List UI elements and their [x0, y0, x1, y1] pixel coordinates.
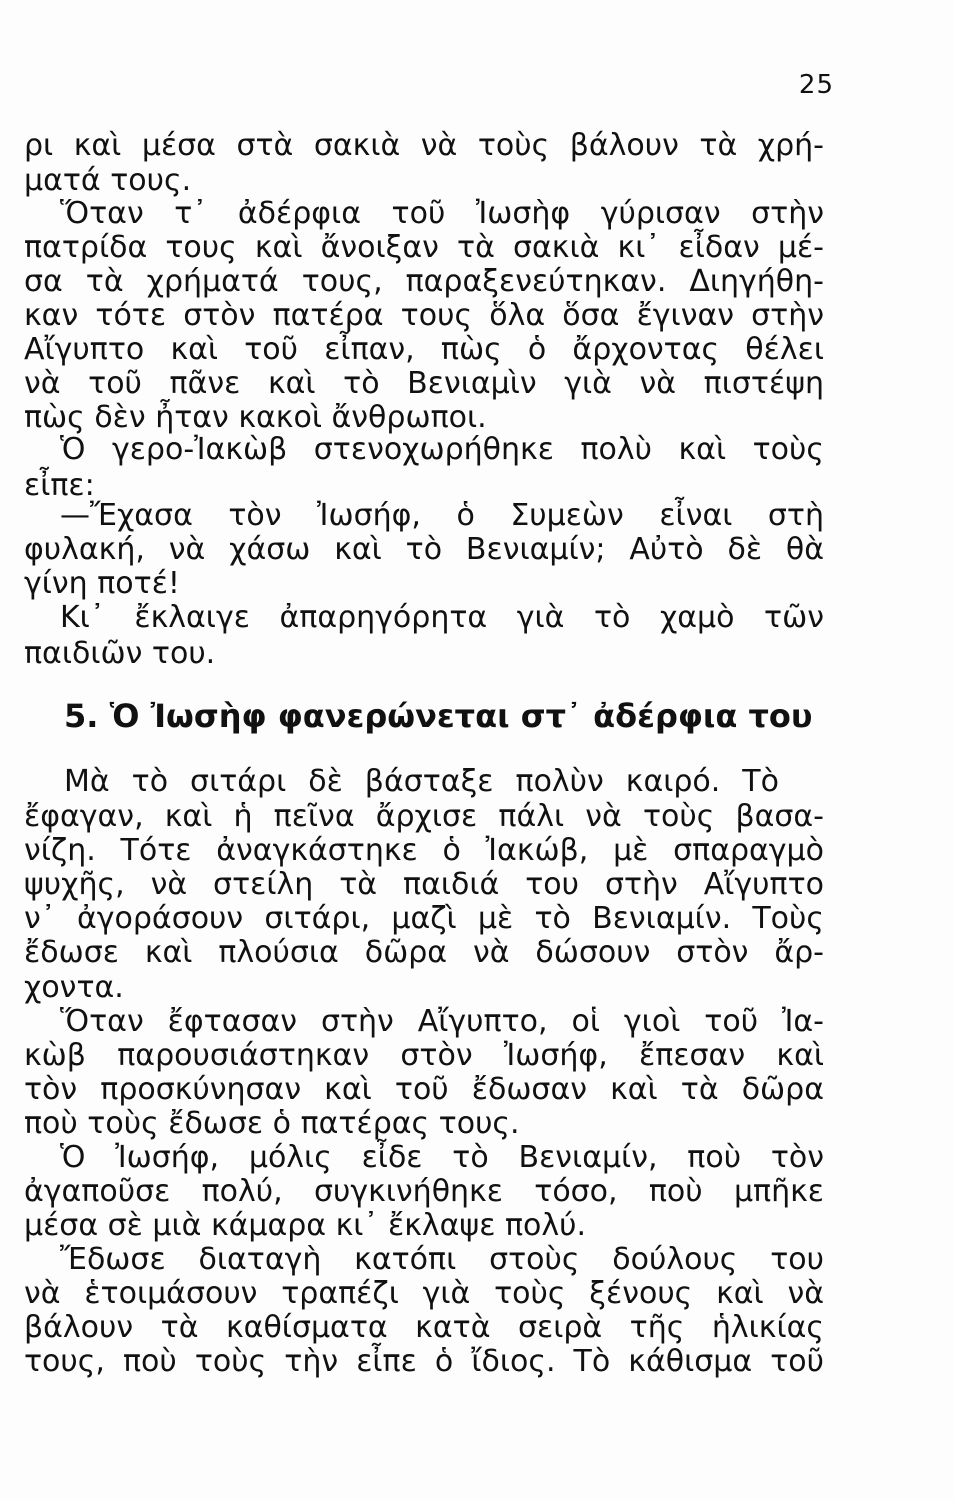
text-line: ἔδωσε καὶ πλούσια δῶρα νὰ δώσουν στὸν ἄρ- — [24, 935, 824, 970]
text-line: γίνη ποτέ! — [24, 566, 180, 601]
text-line: ἀγαποῦσε πολύ, συγκινήθηκε τόσο, ποὺ μπῆκε — [24, 1174, 824, 1209]
text-line: ἔφαγαν, καὶ ἡ πεῖνα ἄρχισε πάλι νὰ τοὺς βασα- — [24, 799, 824, 834]
text-line: Ὁ γερο-Ἰακὼβ στενοχωρήθηκε πολὺ καὶ τοὺς — [60, 432, 824, 467]
text-line: ψυχῆς, νὰ στείλη τὰ παιδιά του στὴν Αἴγυπτο — [24, 867, 824, 902]
text-line: νίζη. Τότε ἀναγκάστηκε ὁ Ἰακώβ, μὲ σπαραγμὸ — [24, 833, 824, 868]
text-line: Ὅταν τ᾿ ἀδέρφια τοῦ Ἰωσὴφ γύρισαν στὴν — [60, 196, 824, 231]
text-line: παιδιῶν του. — [24, 636, 216, 671]
text-line: —Ἔχασα τὸν Ἰωσήφ, ὁ Συμεὼν εἶναι στὴ — [60, 498, 824, 533]
text-line: Μὰ τὸ σιτάρι δὲ βάσταξε πολὺν καιρό. Τὸ — [64, 764, 779, 799]
text-line: Αἴγυπτο καὶ τοῦ εἶπαν, πὼς ὁ ἄρχοντας θέλει — [24, 332, 824, 367]
text-line: βάλουν τὰ καθίσματα κατὰ σειρὰ τῆς ἡλικίας — [24, 1310, 824, 1345]
text-line: ρι καὶ μέσα στὰ σακιὰ νὰ τοὺς βάλουν τὰ χρή- — [24, 128, 824, 163]
text-line: ματά τους. — [24, 163, 192, 198]
text-line: εἶπε: — [24, 468, 95, 503]
text-line: ποὺ τοὺς ἔδωσε ὁ πατέρας τους. — [24, 1106, 520, 1141]
text-line: πατρίδα τους καὶ ἄνοιξαν τὰ σακιὰ κι᾿ εἶδαν μέ- — [24, 230, 824, 265]
text-line: ν᾿ ἀγοράσουν σιτάρι, μαζὶ μὲ τὸ Βενιαμίν. Τοὺς — [24, 901, 824, 936]
text-line: σα τὰ χρήματά τους, παραξενεύτηκαν. Διηγήθη- — [24, 264, 824, 299]
text-line: Ἔδωσε διαταγὴ κατόπι στοὺς δούλους του — [60, 1242, 824, 1277]
text-line: μέσα σὲ μιὰ κάμαρα κι᾿ ἔκλαψε πολύ. — [24, 1208, 587, 1243]
page-number: 25 — [798, 70, 834, 100]
text-line: Ὁ Ἰωσήφ, μόλις εἶδε τὸ Βενιαμίν, ποὺ τὸν — [60, 1140, 824, 1175]
text-line: νὰ ἑτοιμάσουν τραπέζι γιὰ τοὺς ξένους καὶ νὰ — [24, 1276, 824, 1311]
text-line: Κι᾿ ἔκλαιγε ἀπαρηγόρητα γιὰ τὸ χαμὸ τῶν — [60, 600, 824, 635]
text-line: πὼς δὲν ἦταν κακοὶ ἄνθρωποι. — [24, 400, 487, 435]
text-line: κὼβ παρουσιάστηκαν στὸν Ἰωσήφ, ἔπεσαν καὶ — [24, 1038, 824, 1073]
text-line: νὰ τοῦ πᾶνε καὶ τὸ Βενιαμὶν γιὰ νὰ πιστέψη — [24, 366, 824, 401]
text-line: χοντα. — [24, 970, 124, 1005]
text-line: καν τότε στὸν πατέρα τους ὅλα ὅσα ἔγιναν στὴν — [24, 298, 824, 333]
text-line: τὸν προσκύνησαν καὶ τοῦ ἔδωσαν καὶ τὰ δῶρα — [24, 1072, 824, 1107]
text-line: τους, ποὺ τοὺς τὴν εἶπε ὁ ἴδιος. Τὸ κάθισμα τοῦ — [24, 1344, 824, 1379]
text-line: φυλακή, νὰ χάσω καὶ τὸ Βενιαμίν; Αὐτὸ δὲ θὰ — [24, 532, 824, 567]
text-line: Ὅταν ἔφτασαν στὴν Αἴγυπτο, οἱ γιοὶ τοῦ Ἰα- — [60, 1004, 824, 1039]
section-heading: 5. Ὁ Ἰωσὴφ φανερώνεται στ᾿ ἀδέρφια του — [64, 697, 813, 735]
